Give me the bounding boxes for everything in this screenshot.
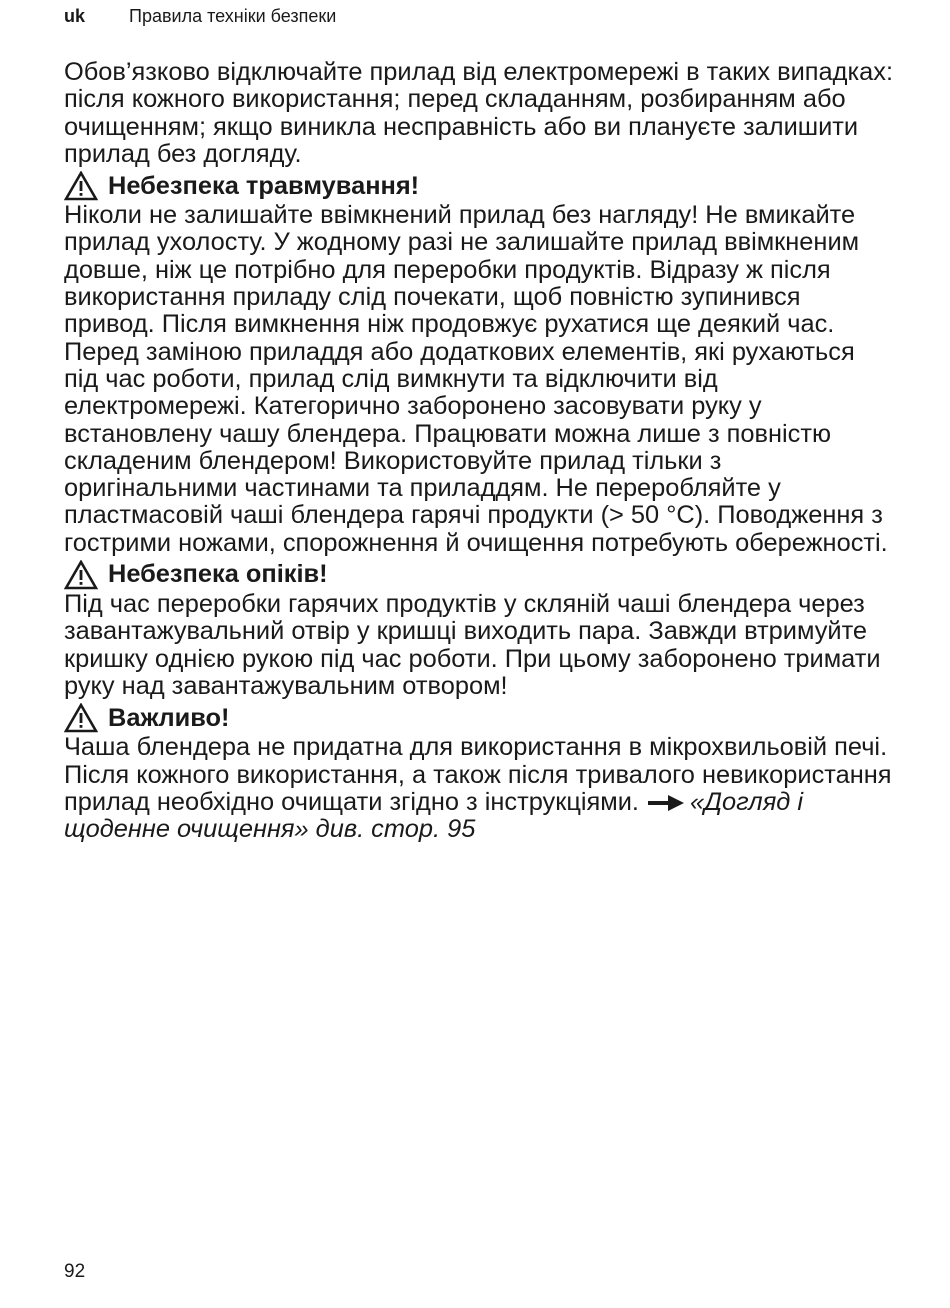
warning-triangle-icon: [64, 560, 98, 590]
warning-heading-text: Небезпека травмування!: [108, 171, 420, 200]
warning-heading-injury: [64, 170, 894, 202]
warning-triangle-icon: [64, 171, 98, 201]
warning-heading-text: Важливо!: [108, 703, 230, 732]
warning-triangle-icon: [64, 703, 98, 733]
intro-paragraph: Обов’язково відключайте прилад від електромережі в таких випадках: після кожного використання; перед складанням, розбиранням або очищенням; якщо виникла несправність або ви плануєте залишити прилад без догляду.: [64, 58, 894, 168]
warning-heading-important: [64, 702, 894, 734]
language-code: uk: [64, 5, 86, 26]
header-title: Правила техніки безпеки: [129, 5, 337, 26]
warning-heading-text: Небезпека опіків!: [108, 560, 328, 589]
important-text: Чаша блендера не придатна для використання в мікрохвильовій печі. Після кожного використання, а також після тривалого невикористання прилад необхідно очищати згідно з інструкціями.: [64, 733, 892, 816]
warning-paragraph-important: [64, 734, 894, 843]
page-number: 92: [64, 1261, 86, 1282]
page-content: [64, 59, 894, 843]
page-header: [64, 4, 336, 28]
cross-reference-link[interactable]: «Догляд і щоденне очищення» див. стор. 95: [64, 787, 804, 844]
warning-paragraph-burns: Під час переробки гарячих продуктів у скляній чаші блендера через завантажувальний отвір у кришці виходить пара. Завжди втримуйте кришку однією рукою під час роботи. При цьому заборонено тримати руку над завантажувальним отвором!: [64, 590, 881, 700]
warning-heading-burns: [64, 559, 894, 591]
arrow-right-icon: [648, 794, 684, 812]
warning-paragraph-injury: Ніколи не залишайте ввімкнений прилад без нагляду! Не вмикайте прилад ухолосту. У жодному разі не залишайте прилад ввімкненим довше, ніж це потрібно для переробки продуктів. Відразу ж після використання приладу слід почекати, щоб повністю зупинився привод. Після вимкнення ніж продовжує рухатися ще деякий час. Перед заміною приладдя або додаткових елементів, які рухаються під час роботи, прилад слід вимкнути та відключити від електромережі. Категорично заборонено засовувати руку у встановлену чашу блендера. Працювати можна лише з повністю складеним блендером! Використовуйте прилад тільки з оригінальними частинами та приладдям. Не переробляйте у пластмасовій чаші блендера гарячі продукти (> 50 °C). Поводження з гострими ножами, спорожнення й очищення потребують обережності.: [64, 201, 888, 557]
